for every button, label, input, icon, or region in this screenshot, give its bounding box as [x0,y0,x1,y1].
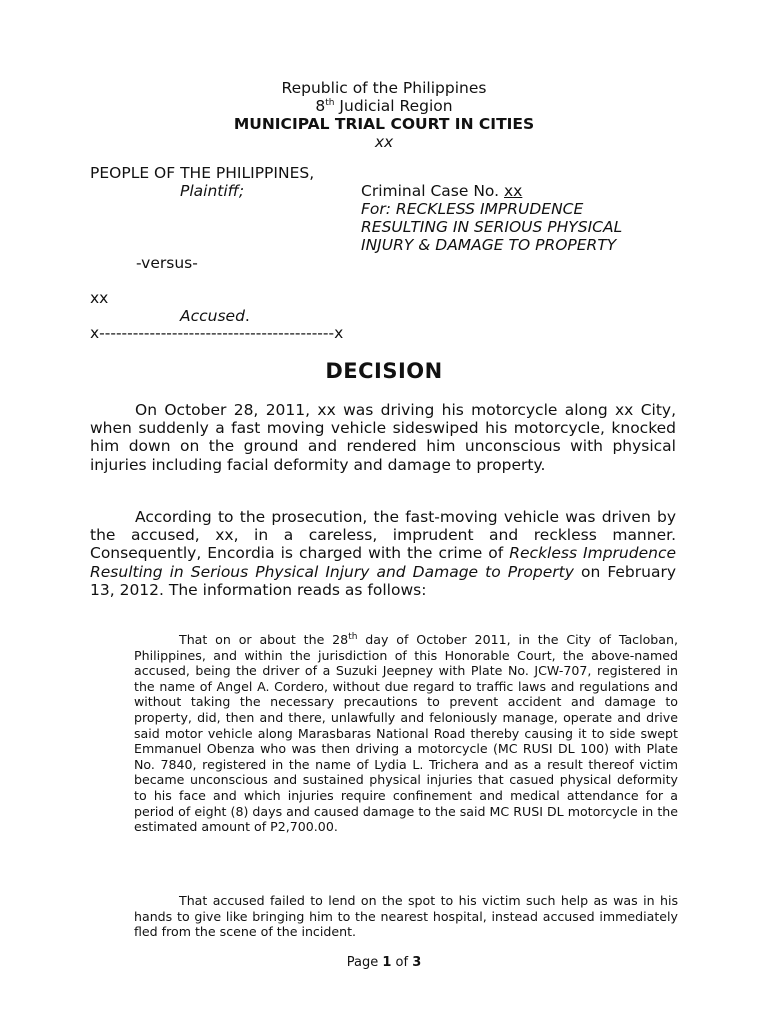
caption-separator: x------------------------------------------x [90,324,344,342]
header-city: xx [374,133,394,151]
caption-accused-name: xx [90,289,109,307]
body-paragraph-1: On October 28, 2011, xx was driving his motorcycle along xx City, when suddenly a fast moving vehicle sideswiped his motorcycle, knocked him down on the ground and rendered him unconscious with physical injuries including facial deformity and damage to property. [90,401,676,474]
caption-versus: -versus- [136,254,198,272]
decision-title: DECISION [325,359,443,383]
caption-for-line1: For: RECKLESS IMPRUDENCE [361,200,584,218]
information-paragraph-1: That on or about the 28th day of October 2011, in the City of Tacloban, Philippines, and within the jurisdiction of this Honorable Court, the above-named accused, being the driver of a Suzuki Jeepney with Plate No. JCW-707, registered in the name of Angel A. Cordero, without due regard to traffic laws and regulations and without taking the necessary precautions to prevent accident and damage to property, did, then and there, unlawfully and feloniously manage, operate and drive said motor vehicle along Marasbaras National Road thereby causing it to side swept Emmanuel Obenza who was then driving a motorcycle (MC RUSI DL 100) with Plate No. 7840, registered in the name of Lydia L. Trichera and as a result thereof victim became unconscious and sustained physical injuries that casued physical deformity to his face and which injuries require confinement and medical attendance for a period of eight (8) days and caused damage to the said MC RUSI DL motorcycle in the estimated amount of P2,700.00. [134,631,678,835]
caption-case-number: Criminal Case No. xx [361,182,523,200]
caption-for-line3: INJURY & DAMAGE TO PROPERTY [361,236,617,254]
header-republic: Republic of the Philippines [281,79,487,97]
page-footer: Page 1 of 3 [346,955,422,970]
caption-for-line2: RESULTING IN SERIOUS PHYSICAL [361,218,623,236]
caption-accused-label: Accused. [180,307,250,325]
header-region: 8th Judicial Region [315,97,453,115]
information-paragraph-2: That accused failed to lend on the spot to his victim such help as was in his hands to give like bringing him to the nearest hospital, instead accused immediately fled from the scene of the incident. [134,893,678,940]
caption-people: PEOPLE OF THE PHILIPPINES, [90,164,315,182]
body-paragraph-2: According to the prosecution, the fast-moving vehicle was driven by the accused, xx, in a careless, imprudent and reckless manner. Consequently, Encordia is charged with the crime of Reckless Imprudence Resulting in Serious Physical Injury and Damage to Property on February 13, 2012. The information reads as follows: [90,508,677,599]
caption-plaintiff: Plaintiff; [180,182,245,200]
header-court: MUNICIPAL TRIAL COURT IN CITIES [233,115,535,133]
